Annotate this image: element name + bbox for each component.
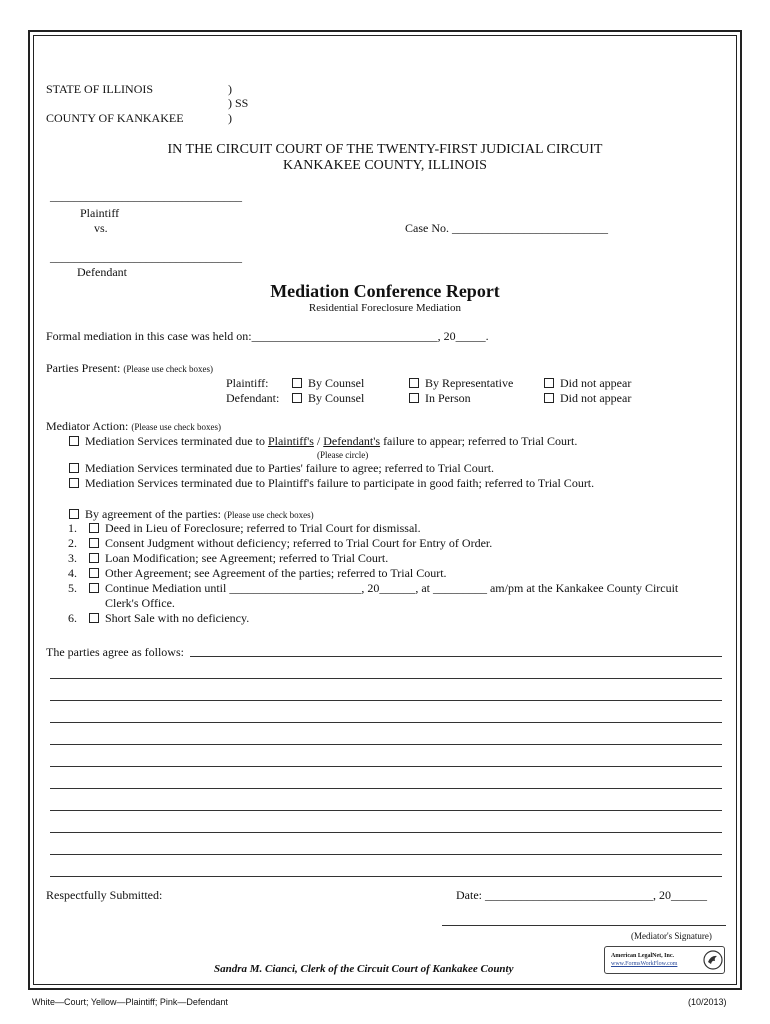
checkbox-icon[interactable] [544,393,554,403]
plaintiffs-circle-choice[interactable]: Plaintiff's [267,434,314,448]
defendant-label: Defendant [77,265,127,279]
checkbox-icon[interactable] [292,378,302,388]
checkbox-icon[interactable] [89,553,99,563]
checkbox-icon[interactable] [89,568,99,578]
item-number: 4. [68,566,77,580]
item-number: 6. [68,611,77,625]
option-label: In Person [425,391,471,405]
checkbox-icon[interactable] [89,583,99,593]
terminated-failure-to-agree-option[interactable] [69,461,494,476]
agree-as-follows-label: The parties agree as follows: [46,645,184,659]
option-label-pre: Mediation Services terminated due to [85,434,268,448]
mediator-signature-label: (Mediator's Signature) [631,931,712,941]
agreement-hint: (Please use check boxes) [223,510,314,520]
item-number: 2. [68,536,77,550]
copy-distribution-footer: White—Court; Yellow—Plaintiff; Pink—Defendant [32,997,228,1007]
item-label: Consent Judgment without deficiency; referred to Trial Court for Entry of Order. [105,536,493,550]
agreement-item-3[interactable] [68,551,388,566]
revision-date: (10/2013) [688,997,727,1007]
respectfully-submitted-label: Respectfully Submitted: [46,888,163,902]
defendant-in-person-option[interactable] [409,391,471,406]
agreement-item-4[interactable] [68,566,447,581]
terminated-failure-to-appear-option[interactable] [69,434,577,449]
checkbox-icon[interactable] [409,393,419,403]
terminated-good-faith-option[interactable] [69,476,594,491]
option-label-post: failure to appear; referred to Trial Court. [380,434,578,448]
circle-hint: (Please circle) [317,450,369,460]
plaintiff-by-counsel-option[interactable] [292,376,364,391]
by-agreement-option[interactable] [69,507,314,522]
defendant-name-blank[interactable]: ________________________________ [50,250,242,264]
eagle-icon [703,950,723,970]
slash: / [313,434,324,448]
logo-name: American LegalNet, Inc. [611,953,674,959]
agreement-item-5-continued: Clerk's Office. [105,596,175,610]
checkbox-icon[interactable] [89,538,99,548]
agreement-item-6[interactable] [68,611,249,626]
court-title-line2: KANKAKEE COUNTY, ILLINOIS [283,158,487,173]
checkbox-icon[interactable] [292,393,302,403]
checkbox-icon[interactable] [69,478,79,488]
plaintiff-did-not-appear-option[interactable] [544,376,631,391]
agreement-text-line[interactable] [50,832,722,833]
checkbox-icon[interactable] [89,613,99,623]
option-label: Mediation Services terminated due to Plaintiff's failure to participate in good faith; referred to Trial Court. [85,476,595,490]
state-label: STATE OF ILLINOIS [46,82,154,96]
agreement-item-5[interactable] [68,581,678,596]
mediator-action-heading [46,419,221,434]
parties-present-hint: (Please use check boxes) [123,364,214,374]
item-label: Loan Modification; see Agreement; referred to Trial Court. [105,551,389,565]
option-label: By Counsel [308,391,365,405]
option-label: Did not appear [560,376,632,390]
parties-present-heading [46,361,213,376]
parties-present-label: Parties Present: [46,361,121,375]
plaintiff-name-blank[interactable]: ________________________________ [50,189,242,203]
clerk-name: Sandra M. Cianci, Clerk of the Circuit Court of Kankakee County [214,963,514,975]
item-label: Other Agreement; see Agreement of the parties; referred to Trial Court. [105,566,447,580]
county-label: COUNTY OF KANKAKEE [46,111,184,125]
checkbox-icon[interactable] [89,523,99,533]
vs-label: vs. [94,221,108,235]
agreement-text-line[interactable] [50,678,722,679]
court-title-line1: IN THE CIRCUIT COURT OF THE TWENTY-FIRST JUDICIAL CIRCUIT [167,142,603,157]
agreement-text-line[interactable] [50,788,722,789]
checkbox-icon[interactable] [69,436,79,446]
mediator-signature-line[interactable] [442,925,726,926]
agreement-text-line[interactable] [190,656,722,657]
item-label: Short Sale with no deficiency. [105,611,250,625]
legalnet-logo [604,946,725,974]
defendant-did-not-appear-option[interactable] [544,391,631,406]
form-subtitle: Residential Foreclosure Mediation [308,302,462,314]
agreement-text-line[interactable] [50,854,722,855]
signature-date-field[interactable]: Date: ____________________________, 20______ [456,888,707,902]
caption-paren-3: ) [228,111,232,125]
option-label: By agreement of the parties: [85,507,221,521]
agreement-text-line[interactable] [50,722,722,723]
option-label: Did not appear [560,391,632,405]
checkbox-icon[interactable] [69,463,79,473]
agreement-text-line[interactable] [50,700,722,701]
caption-paren-1: ) [228,82,232,96]
defendants-circle-choice[interactable]: Defendant's [323,434,381,448]
item-label: Continue Mediation until ______________________, 20______, at _________ am/pm at the Kankakee County Circuit [105,581,679,595]
plaintiff-by-representative-option[interactable] [409,376,513,391]
plaintiff-row-label: Plaintiff: [226,376,269,390]
item-number: 5. [68,581,77,595]
defendant-by-counsel-option[interactable] [292,391,364,406]
agreement-text-line[interactable] [50,766,722,767]
caption-ss: ) SS [228,96,249,110]
item-number: 3. [68,551,77,565]
mediator-action-label: Mediator Action: [46,419,129,433]
logo-url[interactable]: www.FormsWorkFlow.com [611,961,678,967]
option-label: Mediation Services terminated due to Parties' failure to agree; referred to Trial Court. [85,461,495,475]
checkbox-icon[interactable] [409,378,419,388]
agreement-item-2[interactable] [68,536,492,551]
plaintiff-label: Plaintiff [80,206,120,220]
agreement-item-1[interactable] [68,521,421,536]
agreement-text-line[interactable] [50,744,722,745]
checkbox-icon[interactable] [544,378,554,388]
agreement-text-line[interactable] [50,876,722,877]
checkbox-icon[interactable] [69,509,79,519]
agreement-text-line[interactable] [50,810,722,811]
form-title: Mediation Conference Report [270,281,500,301]
option-label: By Representative [425,376,514,390]
defendant-row-label: Defendant: [226,391,280,405]
item-label: Deed in Lieu of Foreclosure; referred to Trial Court for dismissal. [105,521,421,535]
option-label: By Counsel [308,376,365,390]
mediation-held-date-field[interactable]: Formal mediation in this case was held on:_______________________________, 20_____. [46,329,489,343]
case-number-field[interactable]: Case No. __________________________ [405,221,608,235]
mediator-action-hint: (Please use check boxes) [131,422,222,432]
item-number: 1. [68,521,77,535]
